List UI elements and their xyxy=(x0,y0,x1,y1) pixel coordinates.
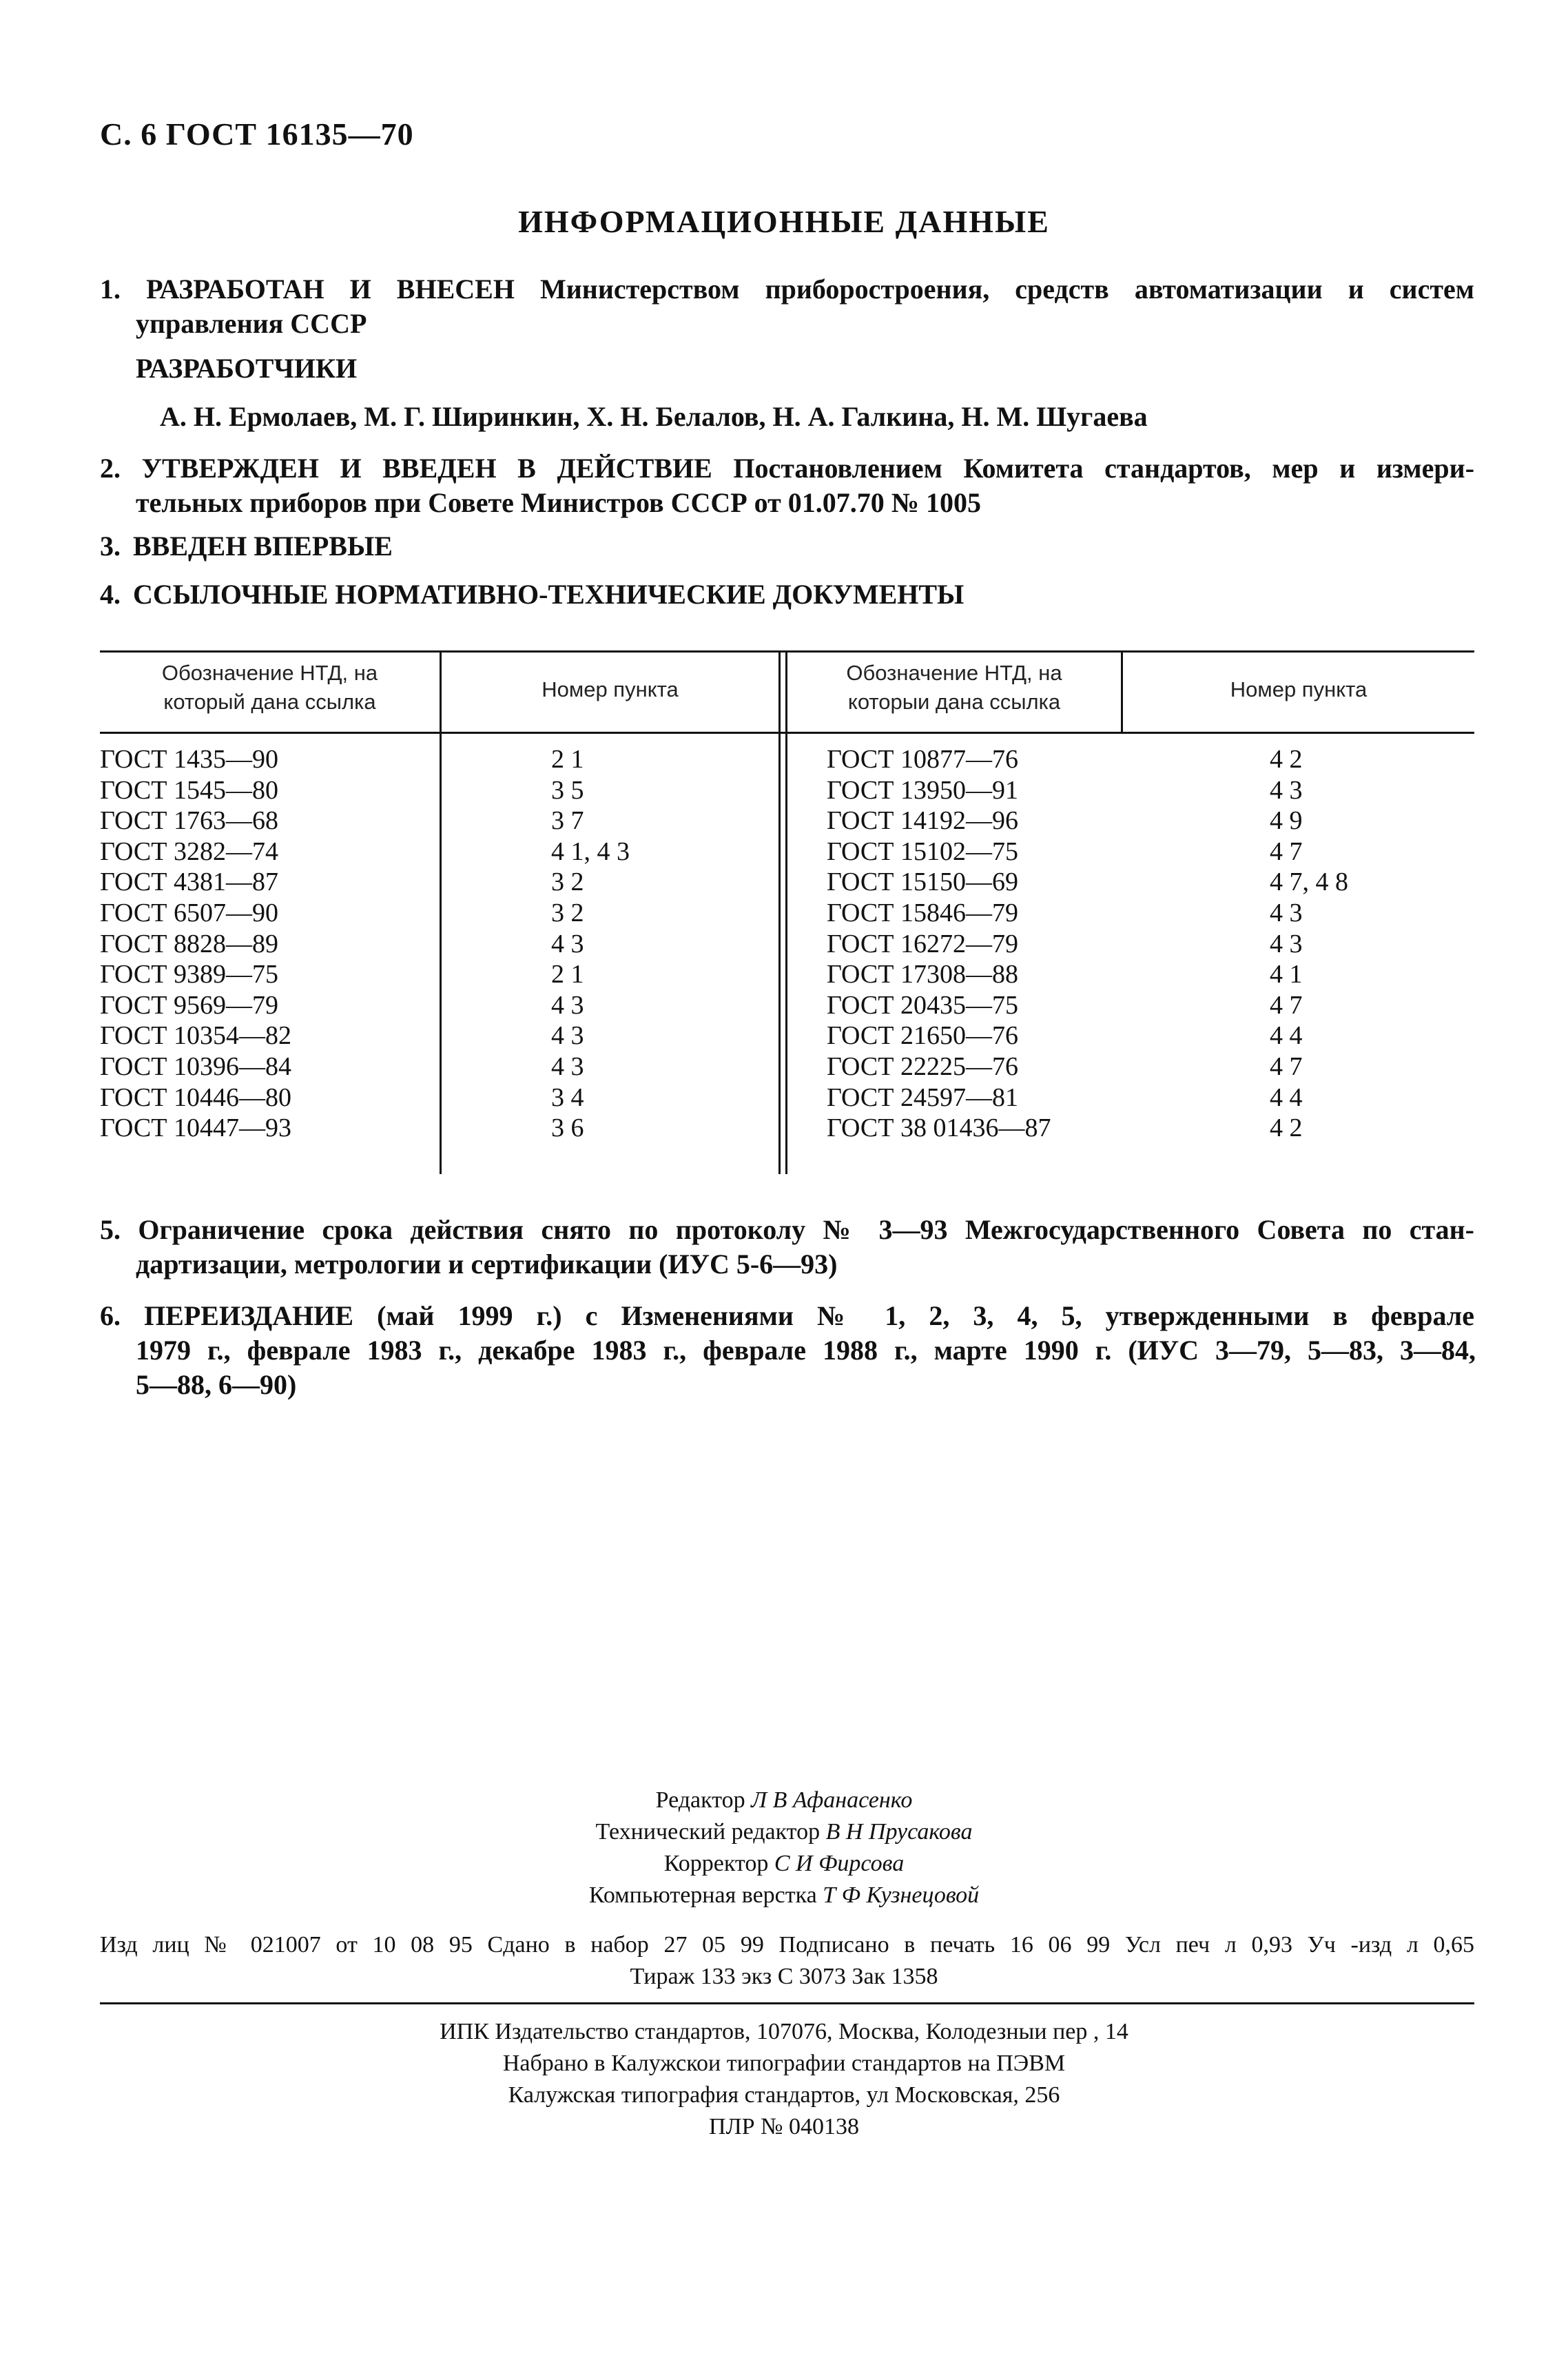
cell-left-doc: ГОСТ 1545—80 xyxy=(100,775,278,805)
header-right-doc-line-1: Обозначение НТД, на xyxy=(846,661,1062,685)
cell-left-doc: ГОСТ 9569—79 xyxy=(100,990,278,1020)
cell-right-doc: ГОСТ 15102—75 xyxy=(827,836,1018,866)
item-6-line-1 xyxy=(100,1299,1474,1333)
cell-left-item: 4 3 xyxy=(551,1021,584,1051)
cell-right-item: 4 3 xyxy=(1270,898,1303,927)
developers-label: РАЗРАБОТЧИКИ xyxy=(136,353,358,384)
cell-right-item: 4 7 xyxy=(1270,1052,1303,1081)
cell-left-item: 3 6 xyxy=(551,1113,584,1143)
cell-right-item: 4 4 xyxy=(1270,1021,1303,1051)
header-left-doc-line-1: Обозначение НТД, на xyxy=(161,661,378,685)
cell-right-doc: ГОСТ 38 01436—87 xyxy=(827,1113,1051,1143)
cell-right-doc: ГОСТ 14192—96 xyxy=(827,806,1018,836)
header-left-doc xyxy=(100,659,440,717)
cell-right-doc: ГОСТ 24597—81 xyxy=(827,1082,1018,1112)
cell-left-doc: ГОСТ 10447—93 xyxy=(100,1113,291,1143)
imprint-layout xyxy=(0,1880,1568,1911)
imprint-rule xyxy=(100,2002,1474,2004)
cell-right-item: 4 4 xyxy=(1270,1082,1303,1112)
cell-left-doc: ГОСТ 10354—82 xyxy=(100,1021,291,1051)
cell-left-doc: ГОСТ 10396—84 xyxy=(100,1052,291,1081)
references-table xyxy=(100,650,1474,1174)
item-5-text: Ограничение срока действия снято по протоколу № 3—93 Межгосударственного Совета по стан- xyxy=(138,1214,1474,1245)
header-right-doc xyxy=(787,659,1121,717)
item-6-number: 6. xyxy=(100,1300,121,1331)
cell-left-item: 4 3 xyxy=(551,990,584,1020)
cell-left-item: 3 4 xyxy=(551,1082,584,1112)
cell-right-doc: ГОСТ 21650—76 xyxy=(827,1021,1018,1051)
cell-left-doc: ГОСТ 8828—89 xyxy=(100,929,278,958)
layout-label: Компьютерная верстка xyxy=(588,1882,817,1908)
item-3-number: 3. xyxy=(100,531,121,562)
cell-right-doc: ГОСТ 13950—91 xyxy=(827,775,1018,805)
item-6-line-2: 1979 г., феврале 1983 г., декабре 1983 г., феврале 1988 г., марте 1990 г. (ИУС 3—79, 5—83, 3—84, xyxy=(136,1335,1476,1366)
imprint-corrector xyxy=(0,1848,1568,1880)
cell-right-item: 4 9 xyxy=(1270,806,1303,836)
cell-left-item: 4 3 xyxy=(551,1052,584,1081)
item-1-number: 1. xyxy=(100,274,121,305)
item-5-number: 5. xyxy=(100,1214,121,1245)
item-4-text: ССЫЛОЧНЫЕ НОРМАТИВНО-ТЕХНИЧЕСКИЕ ДОКУМЕНТЫ xyxy=(133,579,964,610)
layout-name: Т Ф Кузнецовой xyxy=(823,1882,980,1908)
developers-list: А. Н. Ермолаев, М. Г. Ширинкин, Х. Н. Белалов, Н. А. Галкина, Н. М. Шугаева xyxy=(160,401,1148,432)
item-1-line-2: управления СССР xyxy=(136,308,367,339)
cell-right-doc: ГОСТ 22225—76 xyxy=(827,1052,1018,1081)
cell-right-doc: ГОСТ 15150—69 xyxy=(827,867,1018,897)
printer-line-2: Набрано в Калужскои типографии стандартов на ПЭВМ xyxy=(502,2051,1066,2076)
item-2-number: 2. xyxy=(100,453,121,484)
cell-left-item: 2 1 xyxy=(551,960,584,989)
printer-line-1: ИПК Издательство стандартов, 107076, Москва, Колодезныи пер , 14 xyxy=(440,2019,1128,2044)
item-5-line-1 xyxy=(100,1213,1474,1247)
cell-left-item: 3 7 xyxy=(551,806,584,836)
table-divider-2b xyxy=(785,650,787,1174)
cell-left-doc: ГОСТ 9389—75 xyxy=(100,960,278,989)
editor-label: Редактор xyxy=(655,1787,745,1813)
cell-left-doc: ГОСТ 6507—90 xyxy=(100,898,278,927)
cell-right-item: 4 7 xyxy=(1270,836,1303,866)
cell-right-item: 4 1 xyxy=(1270,960,1303,989)
cell-right-item: 4 3 xyxy=(1270,775,1303,805)
editor-name: Л В Афанасенко xyxy=(751,1787,913,1813)
publication-line-2: Тираж 133 экз С 3073 Зак 1358 xyxy=(630,1964,938,1989)
cell-left-doc: ГОСТ 10446—80 xyxy=(100,1082,291,1112)
header-left-doc-line-2: который дана ссылка xyxy=(163,690,376,714)
cell-left-item: 4 1, 4 3 xyxy=(551,836,630,866)
cell-left-item: 3 5 xyxy=(551,775,584,805)
cell-left-item: 3 2 xyxy=(551,867,584,897)
imprint-tech-editor xyxy=(0,1816,1568,1848)
header-left-item: Номер пункта xyxy=(541,677,679,701)
header-right-item: Номер пункта xyxy=(1230,677,1368,701)
cell-left-doc: ГОСТ 4381—87 xyxy=(100,867,278,897)
item-6-line-3: 5—88, 6—90) xyxy=(136,1369,297,1400)
cell-left-item: 2 1 xyxy=(551,745,584,774)
cell-left-doc: ГОСТ 1763—68 xyxy=(100,806,278,836)
page-header: С. 6 ГОСТ 16135—70 xyxy=(100,116,414,152)
corrector-label: Корректор xyxy=(663,1851,769,1876)
table-divider-2a xyxy=(778,650,781,1174)
item-1-lead: РАЗРАБОТАН И ВНЕСЕН xyxy=(146,274,515,305)
item-4-number: 4. xyxy=(100,579,121,610)
tech-editor-name: В Н Прусакова xyxy=(825,1819,973,1845)
cell-right-item: 4 7, 4 8 xyxy=(1270,867,1348,897)
item-3-text: ВВЕДЕН ВПЕРВЫЕ xyxy=(133,531,393,562)
cell-right-item: 4 2 xyxy=(1270,745,1303,774)
cell-right-item: 4 3 xyxy=(1270,929,1303,958)
corrector-name: С И Фирсова xyxy=(774,1851,905,1876)
cell-right-doc: ГОСТ 17308—88 xyxy=(827,960,1018,989)
item-1-line-1 xyxy=(100,272,1474,307)
item-2-text: Постановлением Комитета стандартов, мер и измери- xyxy=(733,453,1475,484)
cell-right-item: 4 2 xyxy=(1270,1113,1303,1143)
item-2-line-2: тельных приборов при Совете Министров СССР от 01.07.70 № 1005 xyxy=(136,487,981,518)
item-4 xyxy=(100,577,1474,612)
document-title: ИНФОРМАЦИОННЫЕ ДАННЫЕ xyxy=(518,204,1050,239)
imprint-editor xyxy=(0,1785,1568,1816)
item-2-lead: УТВЕРЖДЕН И ВВЕДЕН В ДЕЙСТВИЕ xyxy=(141,453,712,484)
item-6-text: ПЕРЕИЗДАНИЕ (май 1999 г.) с Изменениями № 1, 2, 3, 4, 5, утвержденными в феврале xyxy=(144,1300,1474,1331)
printer-line-4: ПЛР № 040138 xyxy=(709,2114,859,2139)
cell-right-item: 4 7 xyxy=(1270,990,1303,1020)
cell-left-item: 3 2 xyxy=(551,898,584,927)
item-2-line-1 xyxy=(100,451,1474,486)
cell-right-doc: ГОСТ 16272—79 xyxy=(827,929,1018,958)
cell-left-doc: ГОСТ 1435—90 xyxy=(100,745,278,774)
cell-right-doc: ГОСТ 15846—79 xyxy=(827,898,1018,927)
publication-line-1: Изд лиц № 021007 от 10 08 95 Сдано в набор 27 05 99 Подписано в печать 16 06 99 Усл печ л 0,93 Уч -изд л 0,65 xyxy=(100,1932,1474,1958)
table-divider-1 xyxy=(440,650,442,1174)
printer-line-3: Калужская типография стандартов, ул Московская, 256 xyxy=(508,2082,1060,2108)
cell-left-item: 4 3 xyxy=(551,929,584,958)
item-1-text: Министерством приборостроения, средств автоматизации и систем xyxy=(540,274,1475,305)
item-5-line-2: дартизации, метрологии и сертификации (ИУС 5-6—93) xyxy=(136,1249,838,1280)
header-right-doc-line-2: которыи дана ссылка xyxy=(847,690,1061,714)
tech-editor-label: Технический редактор xyxy=(595,1819,821,1845)
item-3 xyxy=(100,529,1474,564)
cell-right-doc: ГОСТ 20435—75 xyxy=(827,990,1018,1020)
cell-left-doc: ГОСТ 3282—74 xyxy=(100,836,278,866)
cell-right-doc: ГОСТ 10877—76 xyxy=(827,745,1018,774)
